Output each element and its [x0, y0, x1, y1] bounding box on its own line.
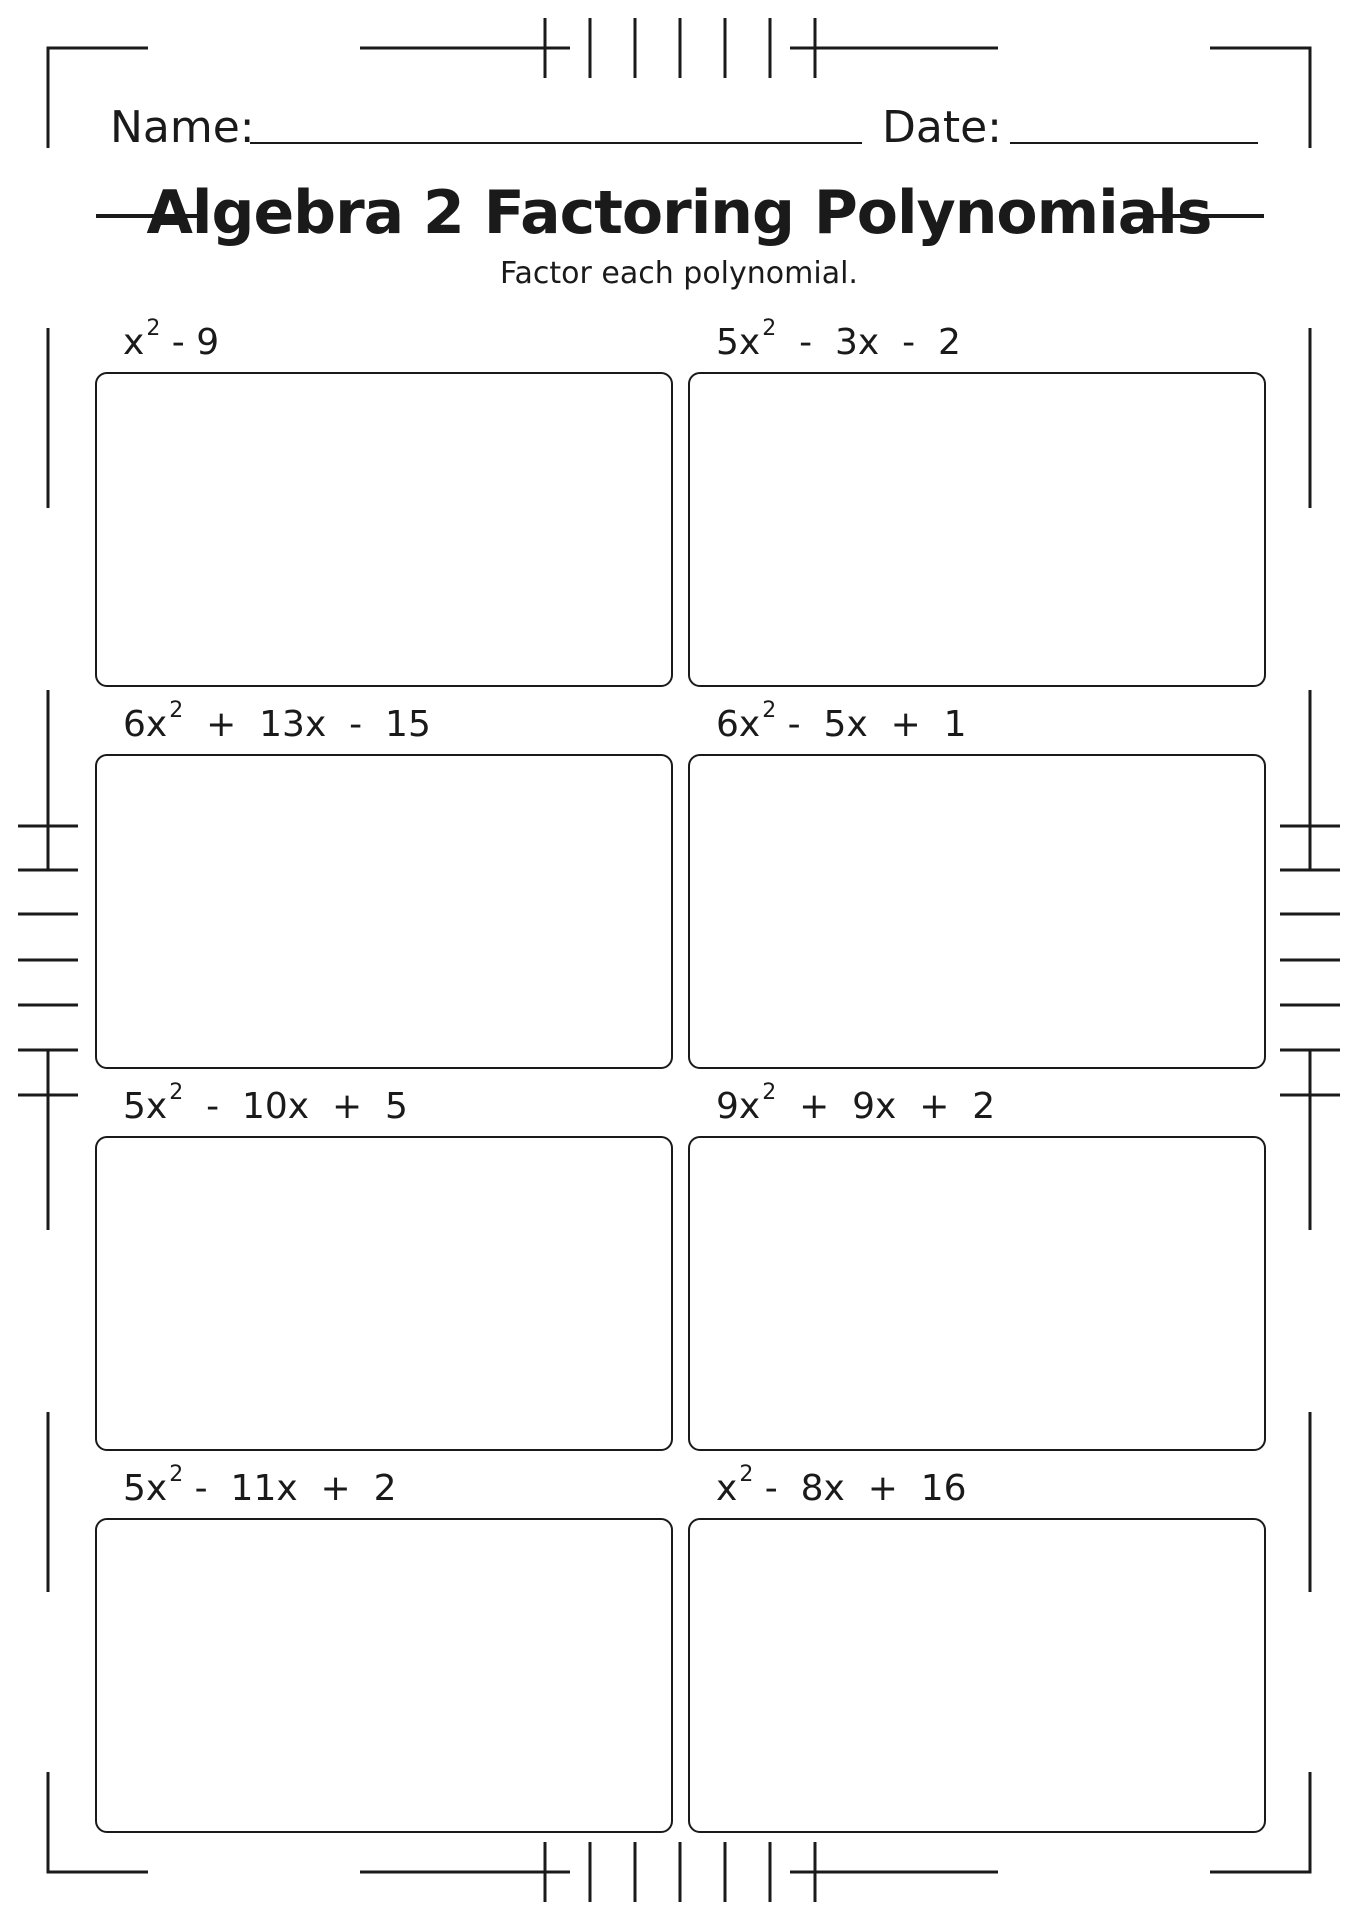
instructions: Factor each polynomial. — [500, 256, 858, 291]
problem-expression: $5x^2 - 11x + 2$ — [123, 1462, 397, 1509]
problem-expression: $6x^2 + 13x - 15$ — [123, 698, 431, 745]
name-label: Name: — [110, 102, 255, 153]
answer-box[interactable] — [95, 372, 673, 687]
problem-expression: $5x^2 - 3x - 2$ — [716, 316, 961, 363]
answer-box[interactable] — [95, 1518, 673, 1833]
answer-box[interactable] — [688, 754, 1266, 1069]
problem-expression: $6x^2 - 5x + 1$ — [716, 698, 967, 745]
problem-expression: $x^2 - 8x + 16$ — [716, 1462, 967, 1509]
problem-expression: $x^2 - 9$ — [123, 316, 220, 363]
date-label: Date: — [882, 102, 1002, 153]
problem-expression: $9x^2 + 9x + 2$ — [716, 1080, 996, 1127]
answer-box[interactable] — [688, 1136, 1266, 1451]
answer-box[interactable] — [95, 754, 673, 1069]
answer-box[interactable] — [688, 372, 1266, 687]
answer-box[interactable] — [95, 1136, 673, 1451]
date-field[interactable] — [1010, 142, 1258, 144]
name-field[interactable] — [250, 142, 862, 144]
answer-box[interactable] — [688, 1518, 1266, 1833]
title-rule-right — [1152, 214, 1264, 218]
problem-expression: $5x^2 - 10x + 5$ — [123, 1080, 408, 1127]
page-title: Algebra 2 Factoring Polynomials — [146, 178, 1212, 248]
